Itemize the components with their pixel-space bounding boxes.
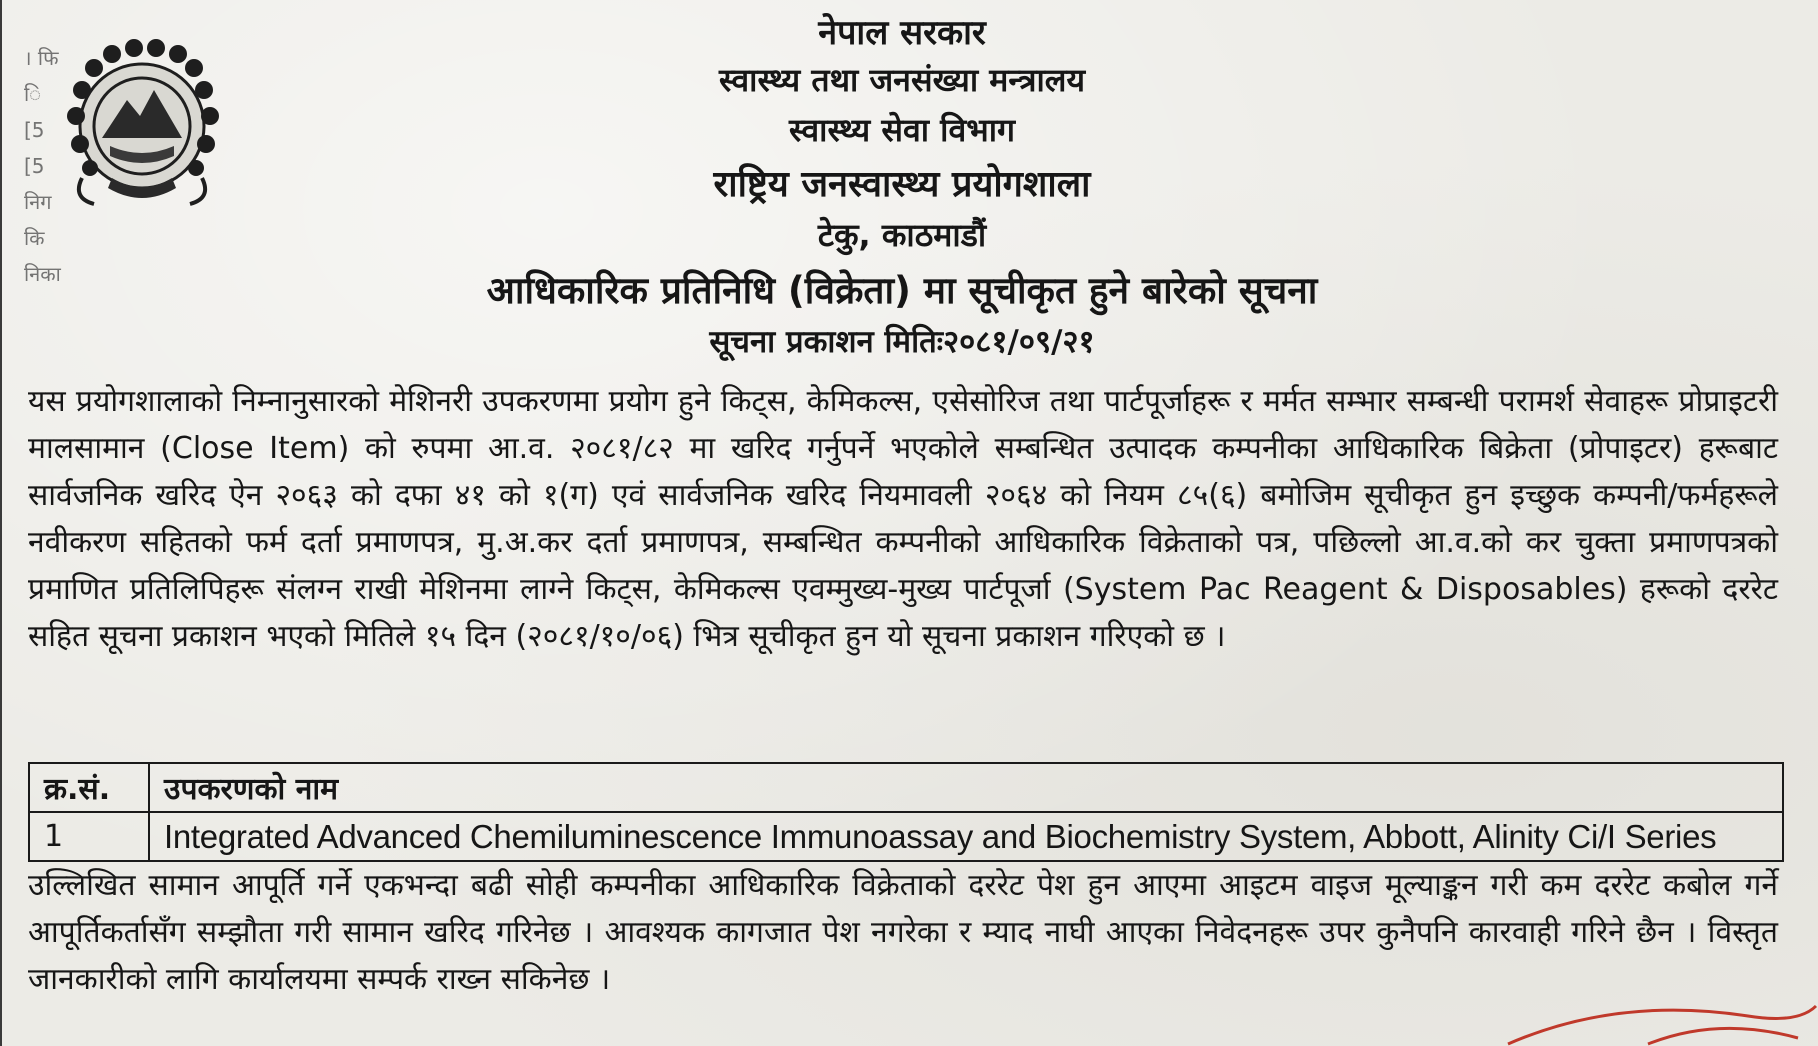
- cell-equipment-name: Integrated Advanced Chemiluminescence Immunoassay and Biochemistry System, Abbott, Alinity Ci/I Series: [149, 812, 1783, 861]
- publication-date: सूचना प्रकाशन मितिः२०८१/०९/२१: [709, 324, 1095, 360]
- header-serial-number: क्र.सं.: [29, 763, 149, 812]
- department-line: स्वास्थ्य सेवा विभाग: [788, 111, 1016, 149]
- equipment-table: [28, 762, 1784, 862]
- nepal-emblem-icon: [42, 28, 242, 218]
- margin-fragment: । फि: [24, 46, 59, 70]
- table-row: [29, 812, 1783, 861]
- address-line: टेकु, काठमाडौं: [817, 216, 987, 254]
- margin-fragment: ि: [24, 82, 42, 106]
- header-equipment-name: उपकरणको नाम: [149, 763, 1783, 812]
- margin-fragment: [5: [24, 118, 45, 142]
- margin-fragment: निका: [24, 262, 61, 286]
- body-paragraph-2: उल्लिखित सामान आपूर्ति गर्ने एकभन्दा बढी सोही कम्पनीका आधिकारिक विक्रेताको दररेट पेश हुन आएमा आइटम वाइज मूल्याङ्कन गरी कम दररेट कबोल गर्ने आपूर्तिकर्तासँग सम्झौता गरी सामान खरिद गरिनेछ । आवश्यक कागजात पेश नगरेका र म्याद नाघी आएका निवेदनहरू उपर कुनैपनि कारवाही गरिने छैन । विस्तृत जानकारीको लागि कार्यालयमा सम्पर्क राख्न सकिनेछ ।: [28, 868, 1778, 997]
- margin-fragment: निग: [24, 190, 52, 214]
- ministry-line: स्वास्थ्य तथा जनसंख्या मन्त्रालय: [718, 61, 1086, 99]
- red-ink-mark-icon: [1498, 986, 1818, 1046]
- notice-title: आधिकारिक प्रतिनिधि (विक्रेता) मा सूचीकृत हुने बारेको सूचना: [486, 269, 1318, 312]
- cell-serial-number: 1: [29, 812, 149, 861]
- margin-fragment: कि: [24, 226, 45, 250]
- body-paragraph-1: यस प्रयोगशालाको निम्नानुसारको मेशिनरी उपकरणमा प्रयोग हुने किट्स, केमिकल्स, एसेसोरिज तथा पार्टपूर्जाहरू र मर्मत सम्भार सम्बन्धी परामर्श सेवाहरू प्रोप्राइटरी मालसामान (Close Item) को रुपमा आ.व. २०८१/८२ मा खरिद गर्नुपर्ने भएकोले सम्बन्धित उत्पादक कम्पनीका आधिकारिक बिक्रेता (प्रोपाइटर) हरूबाट सार्वजनिक खरिद ऐन २०६३ को दफा ४१ को १(ग) एवं सार्वजनिक खरिद नियमावली २०६४ को नियम ८५(६) बमोजिम सूचीकृत हुन इच्छुक कम्पनी/फर्महरूले नवीकरण सहितको फर्म दर्ता प्रमाणपत्र, मु.अ.कर दर्ता प्रमाणपत्र, सम्बन्धित कम्पनीको आधिकारिक विक्रेताको पत्र, पछिल्लो आ.व.को कर चुक्ता प्रमाणपत्रको प्रमाणित प्रतिलिपिहरू संलग्न राखी मेशिनमा लाग्ने किट्स, केमिकल्स एवम्मुख्य-मुख्य पार्टपूर्जा (System Pac Reagent & Disposables) हरूको दररेट सहित सूचना प्रकाशन भएको मितिले १५ दिन (२०८१/१०/०६) भित्र सूचीकृत हुन यो सूचना प्रकाशन गरिएको छ ।: [28, 384, 1778, 654]
- govt-line: नेपाल सरकार: [818, 13, 986, 53]
- laboratory-line: राष्ट्रिय जनस्वास्थ्य प्रयोगशाला: [713, 164, 1091, 205]
- margin-fragment: [5: [24, 154, 45, 178]
- table-header-row: [29, 763, 1783, 812]
